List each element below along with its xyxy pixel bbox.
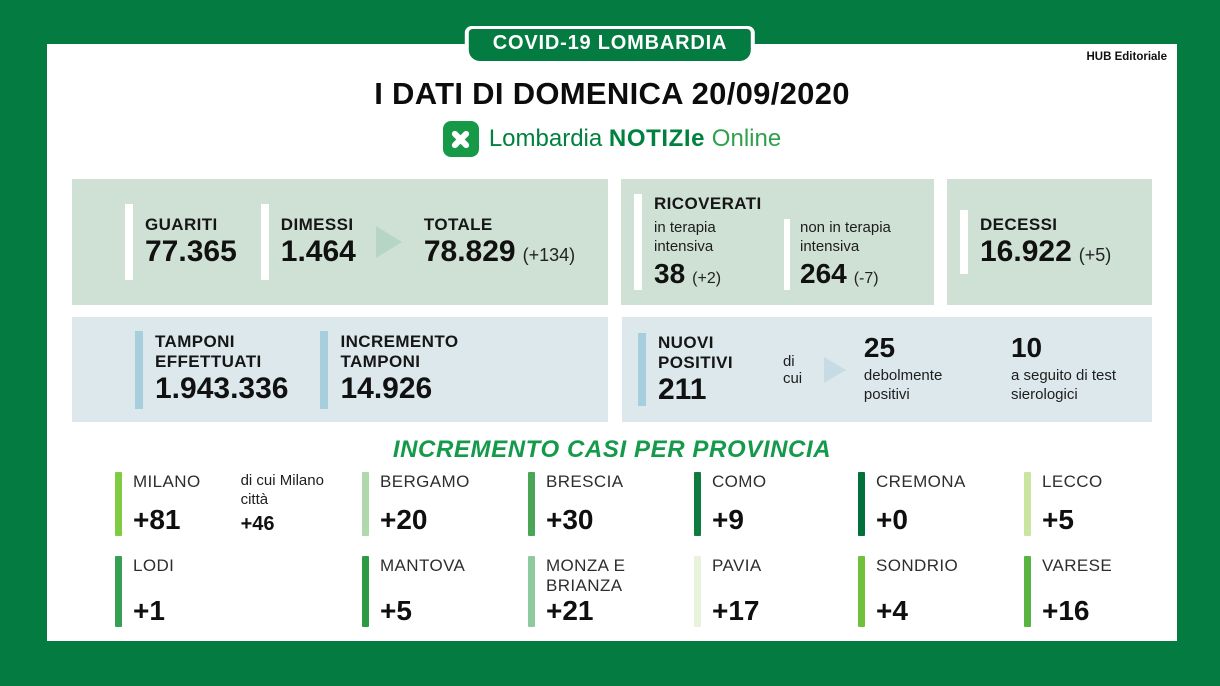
- di-cui-label: di cui: [782, 352, 803, 387]
- province-value: +5: [380, 595, 412, 627]
- terapia-intensiva-label: in terapia intensiva: [654, 219, 716, 255]
- province-bar: [1024, 556, 1031, 628]
- logo-online: Online: [711, 125, 782, 152]
- guariti-label: GUARITI: [145, 214, 218, 234]
- province-cremona: [858, 472, 1024, 536]
- province-name: BERGAMO: [380, 472, 470, 491]
- decessi-delta: (+5): [1078, 244, 1112, 265]
- province-name: LECCO: [1042, 472, 1103, 491]
- debolmente-positivi-stat: [864, 333, 973, 406]
- guariti-value: 77.365: [145, 234, 237, 268]
- dimessi-stat: [261, 204, 356, 280]
- summary-row-2: [72, 317, 1152, 422]
- province-varese: [1024, 556, 1147, 628]
- decessi-label: DECESSI: [980, 214, 1058, 234]
- dimessi-value: 1.464: [280, 234, 356, 268]
- province-value: +16: [1042, 595, 1090, 627]
- totale-stat: [412, 215, 575, 270]
- non-terapia-intensiva-stat: [784, 219, 930, 290]
- decessi-value: 16.922: [980, 234, 1072, 268]
- province-bar: [528, 556, 535, 628]
- nuovi-positivi-label: NUOVI POSITIVI: [658, 333, 733, 373]
- province-como: [694, 472, 858, 536]
- logo-notizie: NOTIZIe: [608, 125, 706, 152]
- province-section-title: INCREMENTO CASI PER PROVINCIA: [392, 436, 832, 463]
- logo-text: [489, 125, 781, 153]
- province-value: +20: [380, 503, 428, 535]
- content-card: [47, 44, 1177, 641]
- arrow-right-icon: [824, 357, 846, 383]
- province-bar: [694, 472, 701, 536]
- province-bar: [362, 556, 369, 628]
- province-bar: [528, 472, 535, 536]
- decessi-panel: [947, 179, 1152, 305]
- province-name: SONDRIO: [876, 555, 959, 575]
- debolmente-positivi-label: debolmente positivi: [863, 366, 943, 403]
- accent-bar: [784, 219, 790, 290]
- arrow-right-icon: [376, 226, 402, 258]
- province-grid: [115, 472, 1147, 627]
- province-monza-e-brianza: [528, 556, 694, 628]
- province-name: MANTOVA: [380, 555, 466, 575]
- province-name: MONZA E BRIANZA: [546, 555, 626, 595]
- province-bar: [694, 556, 701, 628]
- province-mantova: [362, 556, 528, 628]
- nuovi-positivi-stat: [658, 333, 769, 406]
- terapia-intensiva-stat: [654, 219, 772, 290]
- milano-citta-note: [241, 472, 329, 536]
- accent-bar: [960, 210, 968, 274]
- totale-label: TOTALE: [423, 214, 493, 234]
- province-lodi: [115, 556, 362, 628]
- province-bar: [115, 472, 122, 536]
- nuovi-positivi-panel: [622, 317, 1152, 422]
- province-bar: [362, 472, 369, 536]
- tamponi-effettuati-value: 1.943.336: [155, 372, 289, 406]
- province-lecco: [1024, 472, 1147, 536]
- terapia-intensiva-delta: (+2): [692, 269, 722, 287]
- province-name: CREMONA: [876, 472, 966, 491]
- terapia-intensiva-value: 38: [654, 257, 686, 289]
- test-sierologici-label: a seguito di test sierologici: [1010, 366, 1117, 403]
- province-name: BRESCIA: [546, 472, 624, 491]
- province-name: PAVIA: [712, 555, 762, 575]
- page-title: I DATI DI DOMENICA 20/09/2020: [374, 76, 850, 111]
- province-name: LODI: [133, 555, 175, 575]
- accent-bar: [261, 204, 269, 280]
- non-terapia-intensiva-value: 264: [800, 257, 847, 289]
- decessi-stat: [960, 210, 1111, 274]
- province-name: MILANO: [133, 472, 201, 491]
- ricoverati-label: RICOVERATI: [654, 194, 762, 213]
- province-value: +21: [546, 595, 594, 627]
- province-value: +4: [876, 595, 908, 627]
- milano-citta-label: di cui Milano città: [240, 472, 324, 508]
- tamponi-effettuati-stat: [135, 331, 288, 409]
- province-sondrio: [858, 556, 1024, 628]
- province-name: VARESE: [1042, 555, 1113, 575]
- province-bar: [115, 556, 122, 628]
- province-value: +81: [133, 503, 181, 535]
- test-sierologici-value: 10: [1010, 332, 1043, 363]
- incremento-tamponi-label: INCREMENTO TAMPONI: [340, 332, 459, 372]
- accent-bar: [638, 333, 646, 406]
- non-terapia-intensiva-label: non in terapia intensiva: [800, 219, 891, 255]
- totals-panel: [72, 179, 608, 305]
- province-pavia: [694, 556, 858, 628]
- accent-bar: [125, 204, 133, 280]
- lombardia-notizie-logo: [47, 119, 1177, 159]
- totale-delta: (+134): [522, 244, 576, 265]
- province-bar: [858, 472, 865, 536]
- province-value: +17: [712, 595, 760, 627]
- debolmente-positivi-value: 25: [863, 332, 896, 363]
- dimessi-label: DIMESSI: [280, 214, 354, 234]
- province-value: +0: [876, 503, 908, 535]
- province-value: +9: [712, 503, 744, 535]
- province-value: +30: [546, 503, 594, 535]
- milano-citta-value: +46: [240, 512, 275, 535]
- non-terapia-intensiva-delta: (-7): [853, 269, 879, 287]
- badge-label: COVID-19 LOMBARDIA: [469, 29, 751, 61]
- tamponi-panel: [72, 317, 608, 422]
- accent-bar: [135, 331, 143, 409]
- province-value: +5: [1042, 503, 1074, 535]
- province-bar: [858, 556, 865, 628]
- incremento-tamponi-value: 14.926: [340, 372, 433, 406]
- province-brescia: [528, 472, 694, 536]
- province-bergamo: [362, 472, 528, 536]
- covid-lombardia-badge: [465, 26, 755, 65]
- test-sierologici-stat: [1011, 333, 1152, 406]
- province-bar: [1024, 472, 1031, 536]
- rosa-camuna-icon: [443, 121, 479, 157]
- nuovi-positivi-value: 211: [658, 373, 707, 407]
- province-name: COMO: [712, 472, 767, 491]
- publisher-credit: HUB Editoriale: [1086, 51, 1167, 63]
- summary-row-1: [72, 179, 1152, 305]
- ricoverati-panel: [621, 179, 934, 305]
- province-milano: [115, 472, 362, 536]
- totale-value: 78.829: [423, 234, 516, 268]
- accent-bar: [634, 194, 642, 290]
- logo-region: Lombardia: [488, 125, 603, 152]
- province-value: +1: [133, 595, 165, 627]
- tamponi-effettuati-label: TAMPONI EFFETTUATI: [155, 332, 262, 372]
- incremento-tamponi-stat: [320, 331, 490, 409]
- accent-bar: [320, 331, 328, 409]
- guariti-stat: [125, 204, 237, 280]
